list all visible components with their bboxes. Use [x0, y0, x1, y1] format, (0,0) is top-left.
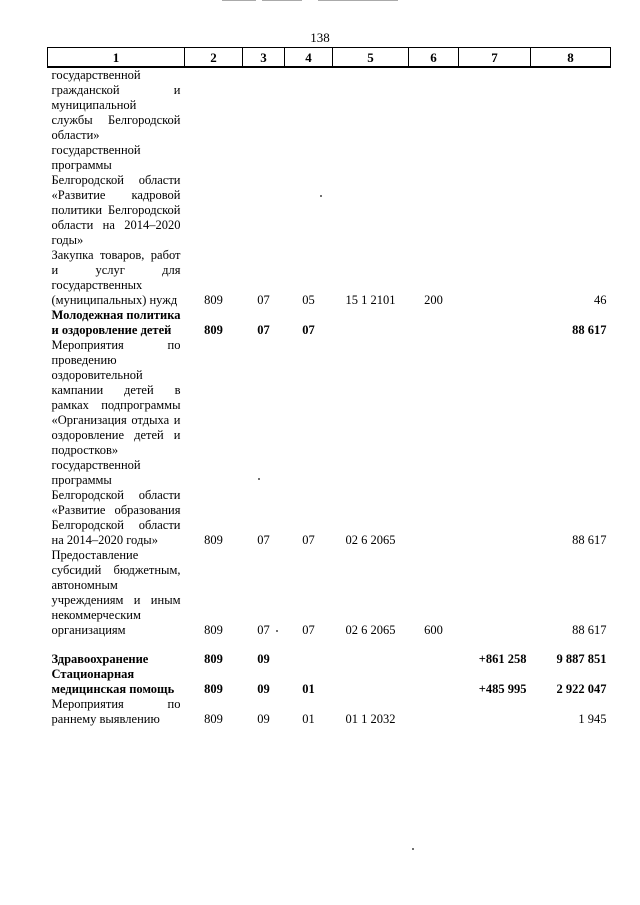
row-cell-col7: +485 995 — [478, 682, 527, 696]
row-cell-col2: 809 — [204, 293, 223, 307]
row-name-cell: Мероприятия по раннему выявлению — [51, 697, 181, 726]
row-cell-col7 — [459, 67, 531, 248]
row-cell-col7 — [459, 248, 531, 308]
row-name-cell: Стационарная медицинская помощь — [51, 667, 175, 696]
scan-speck — [320, 195, 322, 197]
row-cell-col4: 05 — [302, 293, 315, 307]
scan-edge-mark — [318, 0, 398, 1]
column-header: 7 — [459, 48, 531, 68]
row-cell-col6 — [409, 652, 459, 667]
row-name-cell: государственной гражданской и муниципальной службы Белгородской области» государственной программы Белгородской области «Развитие кадровой политики Белгородской области на 2014–2020 годы» — [51, 68, 181, 247]
row-cell-col7 — [459, 548, 531, 638]
table-row — [48, 308, 611, 338]
table-row — [48, 67, 611, 248]
row-cell-col4 — [285, 67, 333, 248]
column-header: 3 — [243, 48, 285, 68]
row-cell-col2: 809 — [204, 682, 223, 696]
column-header: 6 — [409, 48, 459, 68]
table-header-row — [48, 48, 611, 68]
row-cell-col3: 07 — [257, 323, 270, 337]
row-cell-col3: 07 — [257, 623, 270, 637]
row-cell-col8: 88 617 — [572, 623, 607, 637]
row-cell-col2: 809 — [204, 323, 223, 337]
row-name-cell: Мероприятия по проведению оздоровительной кампании детей в рамках подпрограммы «Организация отдыха и оздоровление детей и подростков» государственной программы Белгородской области «Развитие образования Белгородской области на 2014–2020 годы» — [51, 338, 181, 547]
page-number: 138 — [310, 30, 330, 45]
row-cell-col8 — [531, 67, 611, 248]
row-cell-col4: 07 — [302, 623, 315, 637]
row-cell-col6 — [409, 697, 459, 727]
row-cell-col8: 1 945 — [578, 712, 607, 726]
row-cell-col2: 809 — [204, 712, 223, 726]
scan-speck — [258, 478, 260, 480]
row-cell-col7 — [459, 308, 531, 338]
spacer-cell — [48, 638, 611, 652]
row-cell-col5: 02 6 2065 — [345, 623, 396, 637]
scan-speck — [276, 630, 278, 632]
row-cell-col8: 88 617 — [572, 533, 607, 547]
row-cell-col3: 09 — [257, 652, 270, 666]
row-cell-col3: 07 — [257, 293, 270, 307]
row-cell-col2: 809 — [204, 623, 223, 637]
scan-edge-mark — [262, 0, 302, 1]
row-cell-col8: 88 617 — [572, 323, 607, 337]
column-header: 5 — [333, 48, 409, 68]
table-row — [48, 548, 611, 638]
column-header: 2 — [185, 48, 243, 68]
scan-edge-mark — [222, 0, 256, 1]
row-cell-col7: +861 258 — [478, 652, 527, 666]
row-cell-col2: 809 — [204, 652, 223, 666]
table-row — [48, 667, 611, 697]
scan-speck — [412, 848, 414, 850]
row-cell-col3 — [243, 67, 285, 248]
row-cell-col3: 09 — [257, 712, 270, 726]
row-cell-col5: 02 6 2065 — [345, 533, 396, 547]
table-row — [48, 248, 611, 308]
row-cell-col4: 07 — [302, 533, 315, 547]
column-header: 1 — [48, 48, 185, 68]
row-cell-col5 — [333, 308, 409, 338]
row-cell-col5 — [333, 652, 409, 667]
table-row — [48, 697, 611, 727]
row-cell-col5 — [333, 67, 409, 248]
row-name-cell: Закупка товаров, работ и услуг для государственных (муниципальных) нужд — [51, 248, 181, 307]
row-cell-col4 — [285, 652, 333, 667]
row-name-cell: Здравоохранение — [51, 652, 149, 666]
row-cell-col6 — [409, 338, 459, 548]
row-cell-col4: 07 — [302, 323, 315, 337]
row-cell-col8: 2 922 047 — [556, 682, 607, 696]
row-cell-col2 — [185, 67, 243, 248]
row-cell-col6: 600 — [424, 623, 443, 637]
row-cell-col6 — [409, 667, 459, 697]
row-cell-col6 — [409, 308, 459, 338]
row-cell-col4: 01 — [302, 712, 315, 726]
row-cell-col3: 07 — [257, 533, 270, 547]
row-cell-col5 — [333, 667, 409, 697]
column-header: 8 — [531, 48, 611, 68]
row-cell-col2: 809 — [204, 533, 223, 547]
row-cell-col7 — [459, 338, 531, 548]
row-cell-col8: 46 — [594, 293, 607, 307]
row-name-cell: Предоставление субсидий бюджетным, автономным учреждениям и иным некоммерческим организациям — [51, 548, 181, 637]
table-row — [48, 652, 611, 667]
row-cell-col6 — [409, 67, 459, 248]
budget-table — [47, 47, 611, 727]
row-cell-col3: 09 — [257, 682, 270, 696]
row-cell-col5: 15 1 2101 — [345, 293, 396, 307]
row-cell-col8: 9 887 851 — [556, 652, 607, 666]
table-row — [48, 338, 611, 548]
row-cell-col5: 01 1 2032 — [345, 712, 396, 726]
row-cell-col7 — [459, 697, 531, 727]
table-spacer-row — [48, 638, 611, 652]
row-cell-col6: 200 — [424, 293, 443, 307]
row-name-cell: Молодежная политика и оздоровление детей — [51, 308, 181, 337]
column-header: 4 — [285, 48, 333, 68]
row-cell-col4: 01 — [302, 682, 315, 696]
